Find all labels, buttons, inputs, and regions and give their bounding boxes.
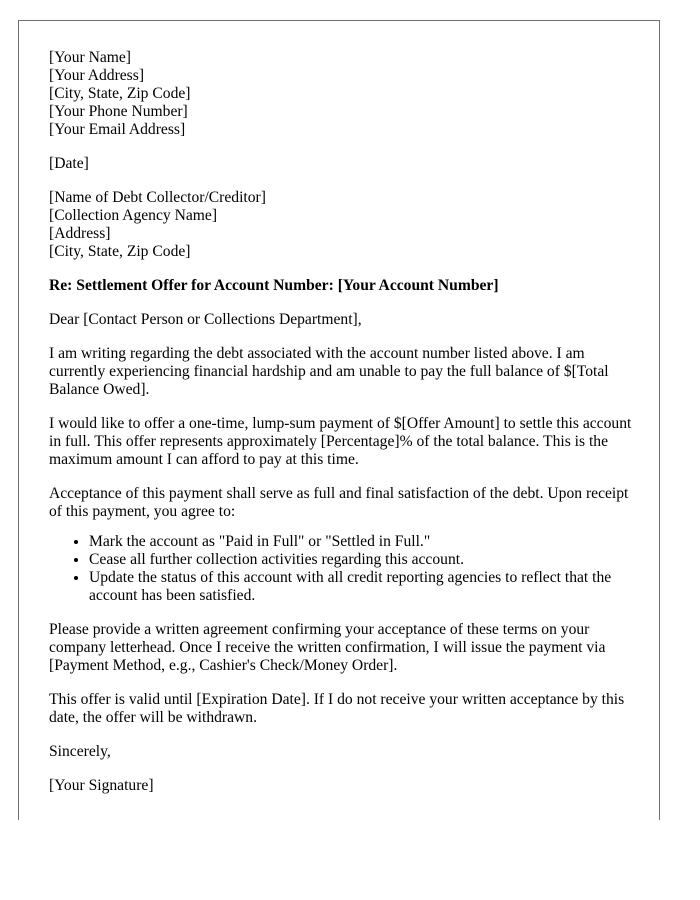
recipient-city-state-zip: [City, State, Zip Code] [49, 243, 191, 260]
recipient-address: [Address] [49, 225, 111, 242]
list-item: • Mark the account as "Paid in Full" or "Settled in Full." [89, 533, 639, 551]
recipient-agency: [Collection Agency Name] [49, 207, 218, 224]
sender-email: [Your Email Address] [49, 121, 186, 138]
list-item: • Update the status of this account with all credit reporting agencies to reflect that the account has been satisfied. [89, 569, 639, 605]
list-item: • Cease all further collection activities regarding this account. [89, 551, 639, 569]
subject-line: Re: Settlement Offer for Account Number: [Your Account Number] [49, 277, 499, 294]
paragraph-written-agreement: Please provide a written agreement confirming your acceptance of these terms on your company letterhead. Once I receive the written confirmation, I will issue the payment via [Payment Method, e.g., Cashier's Check/Money Order]. [49, 621, 606, 674]
sender-city-state-zip: [City, State, Zip Code] [49, 85, 191, 102]
sender-address: [Your Address] [49, 67, 145, 84]
terms-list [49, 533, 639, 605]
date-block [49, 155, 639, 173]
letter-page [18, 20, 660, 820]
letter-content [49, 49, 639, 795]
sender-block [49, 49, 639, 139]
paragraph-offer: I would like to offer a one-time, lump-sum payment of $[Offer Amount] to settle this account in full. This offer represents approximately [Percentage]% of the total balance. This is the maximum amount I can afford to pay at this time. [49, 415, 632, 468]
signature: [Your Signature] [49, 777, 154, 794]
paragraph-acceptance: Acceptance of this payment shall serve as full and final satisfaction of the debt. Upon receipt of this payment, you agree to: [49, 485, 629, 520]
recipient-name: [Name of Debt Collector/Creditor] [49, 189, 266, 206]
sender-phone: [Your Phone Number] [49, 103, 188, 120]
recipient-block [49, 189, 639, 261]
letter-date: [Date] [49, 155, 89, 172]
paragraph-hardship: I am writing regarding the debt associated with the account number listed above. I am currently experiencing financial hardship and am unable to pay the full balance of $[Total Balance Owed]. [49, 345, 609, 398]
sender-name: [Your Name] [49, 49, 132, 66]
closing: Sincerely, [49, 743, 111, 760]
paragraph-expiration: This offer is valid until [Expiration Date]. If I do not receive your written acceptance by this date, the offer will be withdrawn. [49, 691, 625, 726]
salutation: Dear [Contact Person or Collections Department], [49, 311, 362, 328]
